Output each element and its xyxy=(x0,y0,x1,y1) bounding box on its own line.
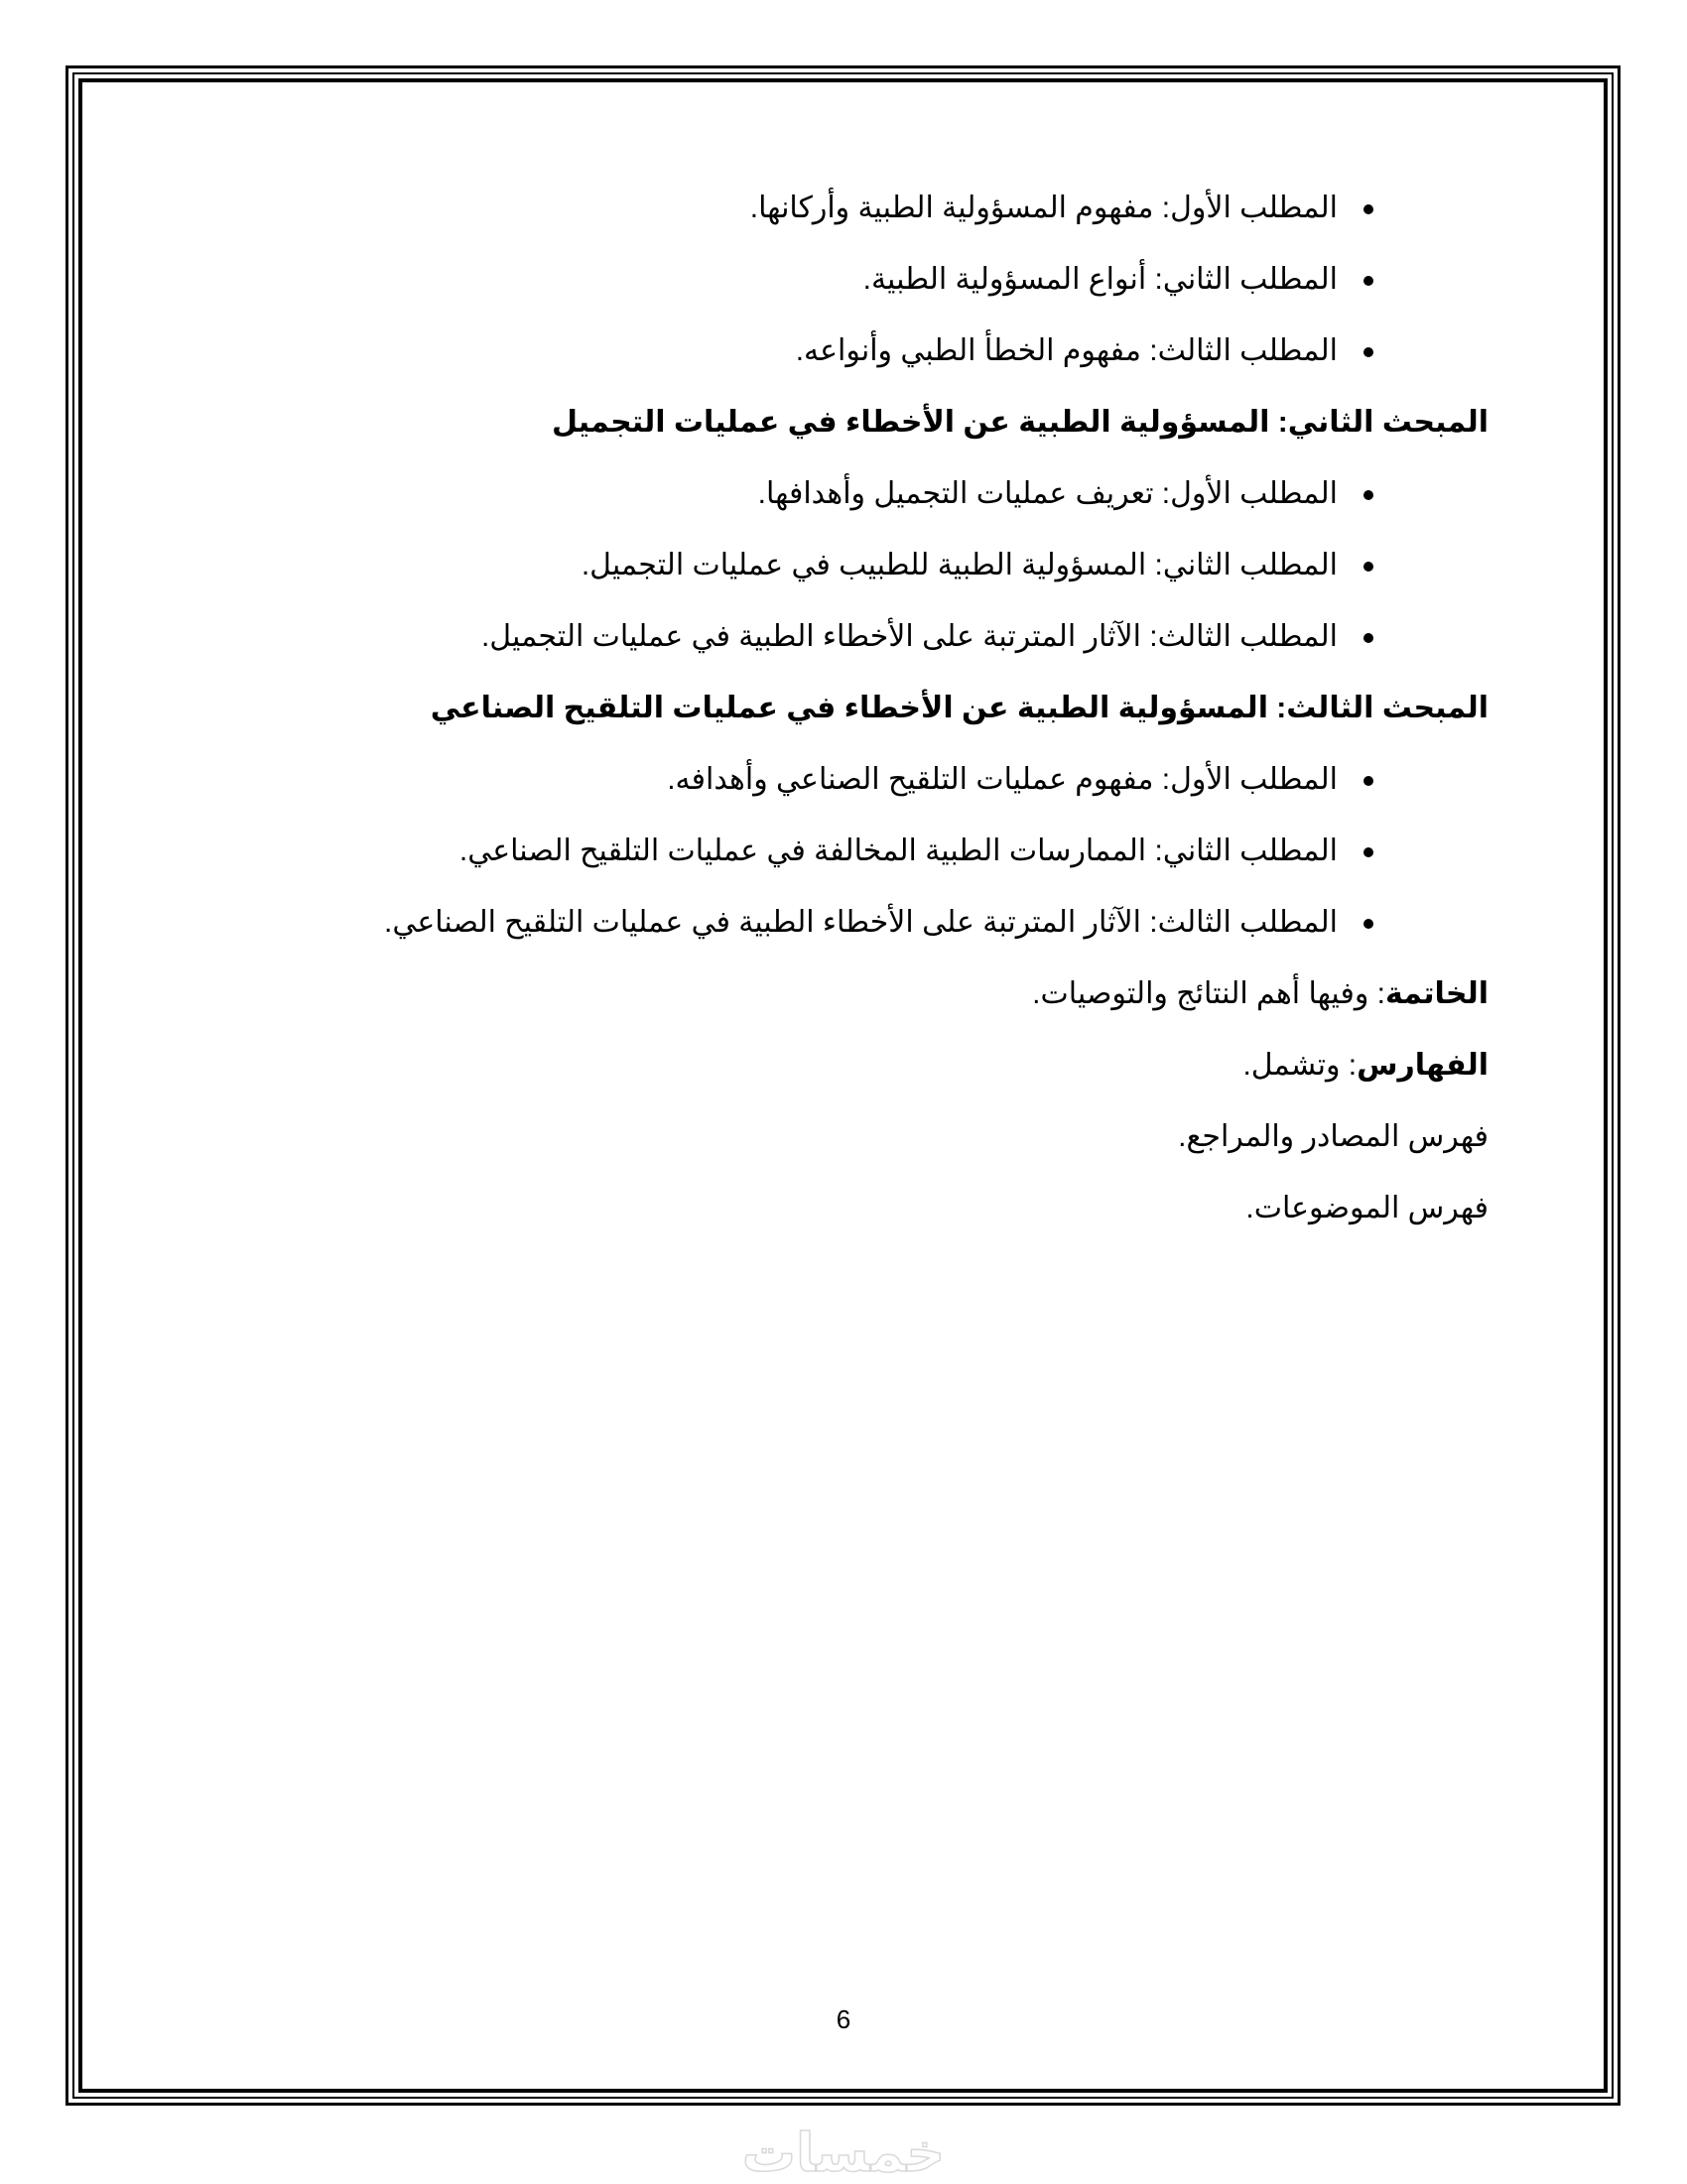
bullet-icon xyxy=(1363,490,1373,500)
list-item-text: المطلب الأول: تعريف عمليات التجميل وأهدافها. xyxy=(757,477,1338,510)
list-item-text: المطلب الثالث: الآثار المترتبة على الأخطاء الطبية في عمليات التجميل. xyxy=(480,620,1338,653)
list-item xyxy=(298,832,1489,871)
list-item xyxy=(298,189,1489,228)
bullet-icon xyxy=(1363,776,1373,786)
bullet-icon xyxy=(1363,204,1373,214)
list-item-text: المطلب الثاني: أنواع المسؤولية الطبية. xyxy=(862,263,1338,296)
list-item-text: المطلب الأول: مفهوم عمليات التلقيح الصناعي وأهدافه. xyxy=(667,763,1338,796)
list-item xyxy=(298,546,1489,585)
section-two-heading: المبحث الثاني: المسؤولية الطبية عن الأخطاء في عمليات التجميل xyxy=(551,406,1489,439)
list-item xyxy=(298,474,1489,514)
document-body xyxy=(298,189,1489,1260)
list-item-text: المطلب الثالث: الآثار المترتبة على الأخطاء الطبية في عمليات التلقيح الصناعي. xyxy=(384,906,1338,939)
bullet-icon xyxy=(1363,919,1373,929)
list-item xyxy=(298,903,1489,943)
indexes-line xyxy=(298,1046,1489,1086)
bullet-icon xyxy=(1363,347,1373,357)
page-number: 6 xyxy=(836,2004,851,2034)
indexes-label: الفهارس xyxy=(1357,1049,1489,1082)
list-item-text: المطلب الثاني: المسؤولية الطبية للطبيب في عمليات التجميل. xyxy=(581,549,1338,581)
conclusion-label: الخاتمة xyxy=(1384,977,1489,1010)
conclusion-text: : وفيها أهم النتائج والتوصيات. xyxy=(1032,977,1385,1010)
list-item xyxy=(298,260,1489,300)
bullet-icon xyxy=(1363,562,1373,572)
index-item: فهرس المصادر والمراجع. xyxy=(1178,1120,1489,1153)
list-item-text: المطلب الثاني: الممارسات الطبية المخالفة في عمليات التلقيح الصناعي. xyxy=(458,835,1338,867)
list-item-text: المطلب الثالث: مفهوم الخطأ الطبي وأنواعه. xyxy=(795,334,1338,367)
bullet-icon xyxy=(1363,276,1373,286)
indexes-text: : وتشمل. xyxy=(1242,1049,1358,1082)
watermark-logo: خمسات xyxy=(741,2123,946,2183)
section-three-heading: المبحث الثالث: المسؤولية الطبية عن الأخطاء في عمليات التلقيح الصناعي xyxy=(430,692,1489,724)
conclusion-line xyxy=(298,974,1489,1014)
list-item xyxy=(298,617,1489,657)
list-item xyxy=(298,331,1489,371)
list-item-text: المطلب الأول: مفهوم المسؤولية الطبية وأركانها. xyxy=(749,192,1338,224)
index-item: فهرس الموضوعات. xyxy=(1245,1192,1489,1224)
list-item xyxy=(298,760,1489,800)
bullet-icon xyxy=(1363,847,1373,857)
bullet-icon xyxy=(1363,633,1373,643)
